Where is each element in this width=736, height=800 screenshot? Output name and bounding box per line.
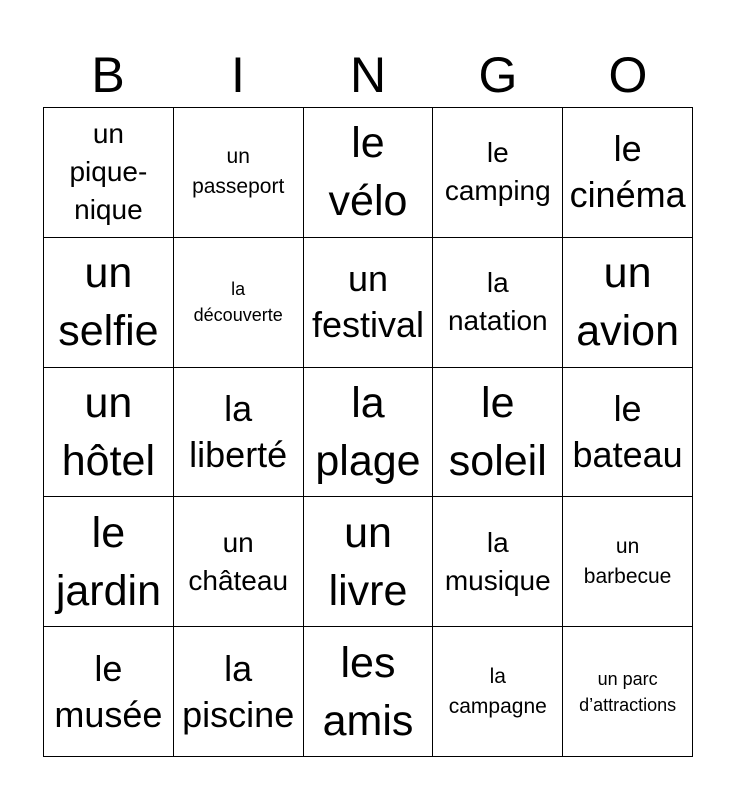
cell-label-line: la <box>231 279 246 300</box>
cell-label-line: la <box>486 267 509 299</box>
cell-label <box>185 386 291 478</box>
cell-label-line: le <box>481 378 515 427</box>
cell-label <box>575 666 680 718</box>
cell-label-line: la <box>486 526 509 558</box>
cell-label <box>325 114 412 230</box>
cell-label-line: musée <box>54 693 163 735</box>
cell-label-line: un <box>615 534 640 558</box>
cell-label-line: amis <box>322 696 414 745</box>
cell-label <box>178 646 298 738</box>
cell-label-line: liberté <box>189 433 288 475</box>
cell-label-line: livre <box>328 566 408 615</box>
bingo-cell-n2[interactable] <box>304 238 434 368</box>
bingo-cell-n3[interactable] <box>304 368 434 498</box>
cell-label-line: les <box>340 638 396 687</box>
cell-label-line: un <box>226 145 250 169</box>
header-letter-n: N <box>349 47 387 103</box>
cell-label-line: un parc <box>597 668 658 689</box>
bingo-cell-g2[interactable] <box>433 238 563 368</box>
cell-label <box>54 244 162 360</box>
cell-label <box>444 264 552 340</box>
bingo-cell-b5[interactable] <box>44 627 174 757</box>
cell-label-line: vélo <box>328 177 408 226</box>
cell-label-line: camping <box>444 175 551 207</box>
header-letter-g: G <box>478 47 518 103</box>
cell-label-line: un <box>222 526 254 558</box>
cell-label-line: château <box>188 564 289 596</box>
bingo-cell-o4[interactable] <box>563 497 693 627</box>
cell-label-line: jardin <box>55 566 161 615</box>
cell-label <box>65 115 151 229</box>
cell-label <box>52 504 165 620</box>
bingo-cell-b4[interactable] <box>44 497 174 627</box>
cell-label-line: selfie <box>58 307 159 356</box>
bingo-cell-o5[interactable] <box>563 627 693 757</box>
bingo-cell-g5[interactable] <box>433 627 563 757</box>
cell-label-line: la <box>489 664 506 688</box>
cell-label-line: plage <box>315 436 421 485</box>
bingo-cell-o3[interactable] <box>563 368 693 498</box>
bingo-cell-b1[interactable] <box>44 108 174 238</box>
bingo-cell-i5[interactable] <box>174 627 304 757</box>
cell-label <box>311 374 424 490</box>
cell-label <box>441 524 555 600</box>
cell-label-line: le <box>613 128 642 170</box>
cell-label-line: le <box>91 508 126 557</box>
cell-label <box>572 244 683 360</box>
header-letter-b: B <box>91 47 125 103</box>
cell-label-line: un <box>84 249 133 298</box>
cell-label-line: la <box>224 387 253 429</box>
bingo-cell-i1[interactable] <box>174 108 304 238</box>
bingo-cell-i4[interactable] <box>174 497 304 627</box>
cell-label-line: natation <box>447 305 548 337</box>
bingo-cell-g1[interactable] <box>433 108 563 238</box>
bingo-cell-n4[interactable] <box>304 497 434 627</box>
cell-label-line: la <box>224 647 253 689</box>
cell-label <box>445 662 551 722</box>
cell-label-line: cinéma <box>569 174 686 216</box>
cell-label-line: festival <box>311 304 425 346</box>
bingo-cell-i3[interactable] <box>174 368 304 498</box>
bingo-cell-n5[interactable] <box>304 627 434 757</box>
cell-label-line: hôtel <box>61 436 156 485</box>
bingo-cell-i2[interactable] <box>174 238 304 368</box>
cell-label-line: un <box>347 258 389 300</box>
cell-label <box>566 126 690 218</box>
cell-label <box>325 504 412 620</box>
cell-label <box>319 634 418 750</box>
cell-label-line: pique- <box>69 156 148 188</box>
bingo-cell-g3[interactable] <box>433 368 563 498</box>
header-letter-o: O <box>608 47 648 103</box>
cell-label-line: bateau <box>572 433 683 475</box>
cell-label-line: soleil <box>448 436 547 485</box>
cell-label <box>50 646 166 738</box>
cell-label-line: le <box>613 387 642 429</box>
cell-label <box>580 532 676 592</box>
cell-label-line: le <box>94 647 123 689</box>
cell-label-line: passeport <box>192 175 285 199</box>
bingo-cell-b2[interactable] <box>44 238 174 368</box>
bingo-cell-g4[interactable] <box>433 497 563 627</box>
cell-label <box>188 142 288 202</box>
cell-label-line: nique <box>74 194 143 226</box>
cell-label-line: campagne <box>448 694 547 718</box>
bingo-header <box>43 45 693 105</box>
bingo-cell-o1[interactable] <box>563 108 693 238</box>
cell-label <box>184 524 292 600</box>
cell-label-line: un <box>84 378 133 427</box>
cell-label-line: piscine <box>182 693 295 735</box>
bingo-cell-b3[interactable] <box>44 368 174 498</box>
cell-label <box>441 134 555 210</box>
cell-label-line: d’attractions <box>579 694 677 715</box>
cell-label-line: un <box>344 508 392 557</box>
cell-label <box>569 386 687 478</box>
cell-label-line: musique <box>444 564 551 596</box>
header-letter-i: I <box>231 47 245 103</box>
bingo-cell-o2[interactable] <box>563 238 693 368</box>
cell-label <box>58 374 159 490</box>
cell-label-line: avion <box>576 307 679 356</box>
cell-label-line: découverte <box>193 305 283 326</box>
bingo-cell-n1[interactable] <box>304 108 434 238</box>
cell-label <box>445 374 551 490</box>
cell-label <box>308 256 428 348</box>
cell-label-line: le <box>351 119 385 168</box>
bingo-board <box>43 107 693 757</box>
cell-label-line: un <box>92 118 124 150</box>
cell-label-line: le <box>486 137 509 169</box>
cell-label <box>190 276 287 328</box>
cell-label-line: un <box>603 249 652 298</box>
cell-label-line: barbecue <box>583 564 672 588</box>
cell-label-line: la <box>351 378 385 427</box>
